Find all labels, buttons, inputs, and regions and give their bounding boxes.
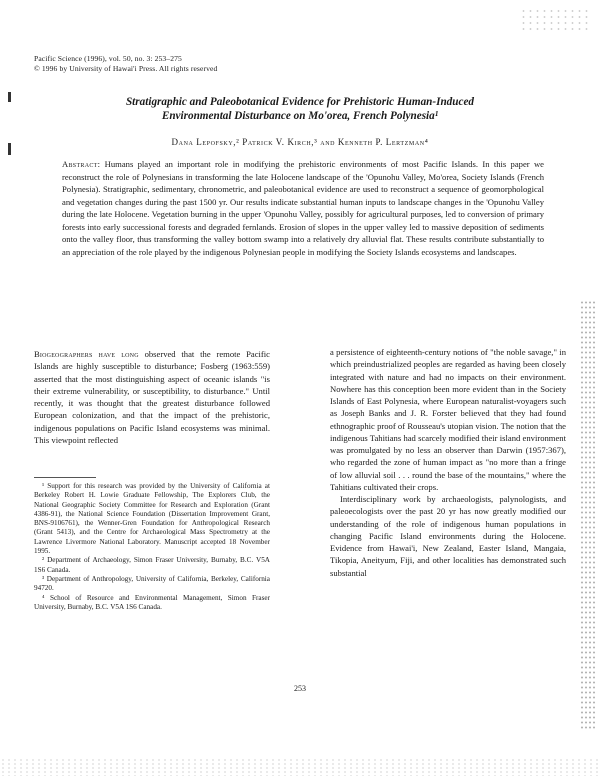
footnote-1: ¹ Support for this research was provided by the University of California at Berkeley Robert H. Lowie Graduate Fellowship, The Explorers Club, the National Geographic Society Committee for Research and Exploration (Grant 4386-91), the National Science Foundation (Dissertation Improvement Grant, BNS-9106761), the Wenner-Gren Foundation for Anthropological Research (Grant 5413), and the Centre for Archaeological Mass Spectrometry at the Lawrence Livermore National Laboratory. Manuscript accepted 18 November 1995.: [34, 482, 270, 556]
footnote-2: ² Department of Archaeology, Simon Fraser University, Burnaby, B.C. V5A 1S6 Canada.: [34, 556, 270, 574]
body-left-text: observed that the remote Pacific Islands are highly susceptible to disturbance; Fosberg (1963:559) asserted that the most distinguishing aspect of oceanic islands "is their extreme vulnerability, or susceptibility, to disturbance." Until recently, it was thought that the greatest disturbance followed European colonization, and that the impact of the prehistoric, indigenous populations on Pacific Island ecosystems was minimal. This viewpoint reflected: [34, 349, 271, 446]
page-number: 253: [294, 684, 306, 693]
scan-mark-left-1: [8, 92, 11, 102]
scan-noise-top: [520, 8, 590, 32]
abstract-label: Abstract:: [62, 159, 101, 169]
abstract-text: Humans played an important role in modifying the prehistoric environments of most Pacific Islands. In this paper we reconstruct the role of Polynesians in transforming the late Holocene landscape of the 'Opunohu Valley, Mo'orea, Society Islands (French Polynesia). Stratigraphic, sedimentary, chronometric, and paleobotanical evidence are used to reconstruct a sequence of geomorphological and vegetation changes during the past 1500 yr. Our results indicate substantial human inputs to landscape changes in the 'Opunohu Valley during the late Holocene. Vegetation burning in the upper 'Opunohu Valley, possibly for agricultural purposes, led to conversion of primary forests into early successional forests and degraded fernlands. Erosion of slopes in the upper valley led to massive deposition of sediments onto the valley floor, thus transforming the valley bottom swamp into a relatively dry alluvial flat. These results contribute substantially to an appreciation of the role played by the indigenous Polynesian people in modifying the Society Islands ecosystems and landscapes.: [62, 159, 544, 257]
journal-citation: Pacific Science (1996), vol. 50, no. 3: 253–275: [34, 54, 182, 63]
body-right-paragraph-2: Interdisciplinary work by archaeologists, palynologists, and paleoecologists over the past 20 yr has now greatly modified our understanding of the role of indigenous human populations in changing Pacific Island environments during the Holocene. Evidence from Hawai'i, New Zealand, Easter Island, Mangaia, Tikopia, Aneityum, Fiji, and other localities has demonstrated such substantial: [330, 494, 566, 578]
title-line-2: Environmental Disturbance on Mo'orea, French Polynesia¹: [161, 110, 439, 122]
scan-noise-right-margin: [580, 300, 596, 730]
title-line-1: Stratigraphic and Paleobotanical Evidence for Prehistoric Human-Induced: [125, 96, 475, 108]
footnotes: [34, 482, 270, 612]
footnote-4: ⁴ School of Resource and Environmental Management, Simon Fraser University, Burnaby, B.C. V5A 1S6 Canada.: [34, 593, 270, 611]
footnote-3: ³ Department of Anthropology, University of California, Berkeley, California 94720.: [34, 574, 270, 593]
scan-mark-left-2: [8, 143, 11, 155]
author-list: Dana Lepofsky,² Patrick V. Kirch,³ and Kenneth P. Lertzman⁴: [171, 137, 429, 147]
scan-noise-bottom: [0, 758, 600, 776]
footnote-rule: [34, 477, 96, 478]
paper-title: [40, 95, 560, 123]
opening-words: Biogeographers have long: [34, 349, 139, 359]
body-column-left: [34, 348, 270, 446]
journal-copyright: © 1996 by University of Hawai'i Press. All rights reserved: [34, 64, 218, 73]
body-right-paragraph-1: a persistence of eighteenth-century notions of "the noble savage," in which preindustrialized peoples are regarded as having been closely integrated with nature and had no impacts on their environment. Nowhere has this conception been more evident than in the Society Islands of East Polynesia, where European naturalist-voyagers such as Joseph Banks and J. R. Forster believed that they had found ethnographic proof of Rousseau's utopian vision. The notion that the indigenous Tahitians had scarcely modified their island environment was promulgated by no less an observer than Darwin (1957:367), who regarded the zone of human impact as "no more than a fringe of low alluvial soil . . . round the base of the mountains," where the Tahitians cultivated their crops.: [330, 347, 566, 492]
body-column-right: [330, 346, 566, 579]
abstract: [62, 158, 544, 258]
